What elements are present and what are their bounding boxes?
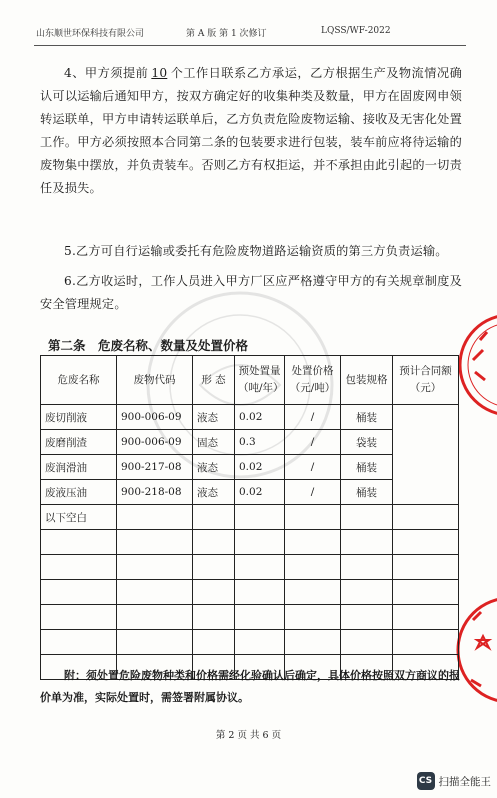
- red-seal-stamp: [455, 310, 497, 420]
- p6-text: 6.乙方收运时，工作人员进入甲方厂区应严格遵守甲方的有关规章制度及安全管理规定。: [40, 274, 462, 311]
- camscanner-logo-icon: CS: [417, 772, 435, 790]
- col-header-form: 形 态: [193, 356, 235, 405]
- cell-form: 液态: [193, 405, 235, 430]
- header-company: 山东顺世环保科技有限公司: [36, 29, 145, 39]
- cell-form: 固态: [193, 430, 235, 455]
- cell-empty: [193, 505, 235, 530]
- cell-pack: 袋装: [341, 430, 393, 455]
- paragraph-5: [40, 240, 462, 263]
- table-row-empty: [41, 630, 459, 655]
- cell-form: 液态: [193, 480, 235, 505]
- col-header-code: 废物代码: [117, 356, 193, 405]
- cell-amount: [393, 405, 459, 505]
- table-row: [41, 505, 459, 530]
- page-header: [36, 26, 466, 44]
- cell-price: /: [285, 455, 341, 480]
- table-row-empty: [41, 555, 459, 580]
- table-row-empty: [41, 580, 459, 605]
- cell-code: 900-217-08: [117, 455, 193, 480]
- paragraph-6: [40, 270, 462, 316]
- cell-name: 废液压油: [41, 480, 117, 505]
- col-header-amount: 预计合同额（元）: [393, 356, 459, 405]
- waste-price-table: [40, 355, 459, 680]
- col-header-pack: 包装规格: [341, 356, 393, 405]
- cell-pack: 桶装: [341, 480, 393, 505]
- header-version: 第 A 版 第 1 次修订: [186, 29, 267, 39]
- table-header-row: [41, 356, 459, 405]
- cell-name: 以下空白: [41, 505, 117, 530]
- cell-name: 废切削液: [41, 405, 117, 430]
- cell-price: /: [285, 480, 341, 505]
- cell-price: /: [285, 405, 341, 430]
- cell-empty: [235, 505, 285, 530]
- cell-empty: [341, 505, 393, 530]
- p4-prefix: 4、甲方须提前: [64, 66, 149, 80]
- scanner-watermark: [417, 772, 492, 790]
- cell-form: 液态: [193, 455, 235, 480]
- table-row-empty: [41, 530, 459, 555]
- col-header-qty: 预处置量（吨/年）: [235, 356, 285, 405]
- cell-pack: 桶装: [341, 405, 393, 430]
- cell-empty: [117, 505, 193, 530]
- table-row-empty: [41, 605, 459, 630]
- watermark-text: 扫描全能王: [438, 775, 491, 788]
- cell-qty: 0.3: [235, 430, 285, 455]
- header-divider: [34, 45, 466, 46]
- page-footer: 第 2 页 共 6 页: [215, 730, 282, 741]
- cell-qty: 0.02: [235, 455, 285, 480]
- cell-name: 废润滑油: [41, 455, 117, 480]
- table-note: [40, 665, 462, 709]
- cell-code: 900-006-09: [117, 405, 193, 430]
- table-row: [41, 405, 459, 430]
- header-code: LQSS/WF-2022: [321, 26, 391, 36]
- cell-qty: 0.02: [235, 480, 285, 505]
- p4-days: 10: [151, 66, 168, 80]
- paragraph-4: [40, 62, 462, 200]
- cell-empty: [393, 505, 459, 530]
- cell-pack: 桶装: [341, 455, 393, 480]
- section-title: 第二条 危废名称、数量及处置价格: [48, 338, 249, 353]
- cell-code: 900-218-08: [117, 480, 193, 505]
- note-text: 附：须处置危险废物种类和价格需经化验确认后确定，具体价格按照双方商议的报价单为准，实际处置时，需签署附属协议。: [40, 669, 460, 704]
- p4-body: 个工作日联系乙方承运，乙方根据生产及物流情况确认可以运输后通知甲方，按双方确定好的收集种类及数量，甲方在固废网申领转运联单，甲方申请转运联单后，乙方负责危险废物运输、接收及无害化处置工作。甲方必须按照本合同第二条的包装要求进行包装，装车前应将待运输的废物集中摆放，并负责装车。否则乙方有权拒运，并不承担由此引起的一切责任及损失。: [40, 66, 462, 195]
- col-header-name: 危废名称: [41, 356, 117, 405]
- col-header-price: 处置价格（元/吨）: [285, 356, 341, 405]
- cell-code: 900-006-09: [117, 430, 193, 455]
- cell-empty: [285, 505, 341, 530]
- cell-name: 废磨削渣: [41, 430, 117, 455]
- p5-text: 5.乙方可自行运输或委托有危险废物道路运输资质的第三方负责运输。: [64, 244, 448, 258]
- cell-qty: 0.02: [235, 405, 285, 430]
- cell-price: /: [285, 430, 341, 455]
